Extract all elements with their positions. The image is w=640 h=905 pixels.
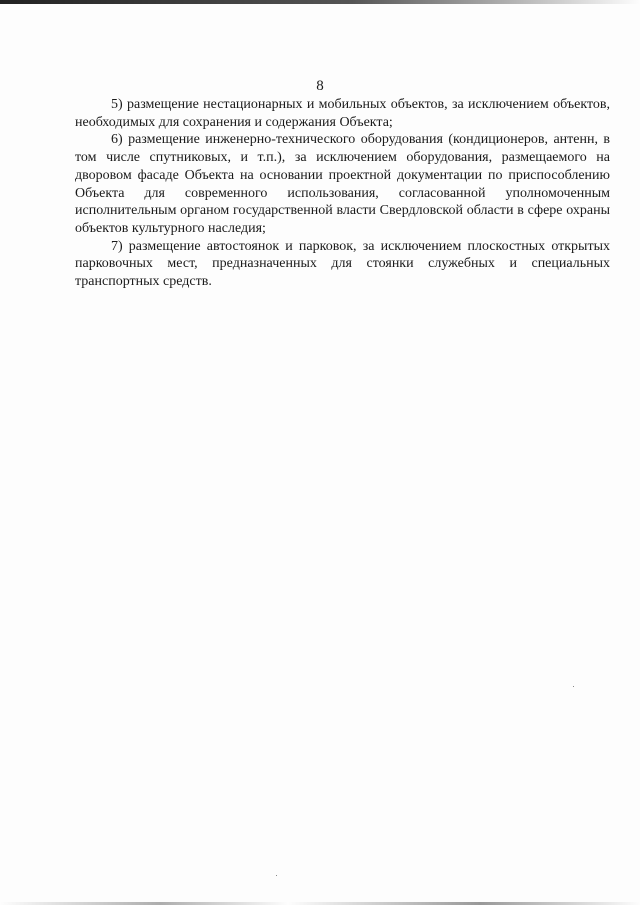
scan-speck: [276, 875, 277, 876]
document-body: [75, 96, 610, 291]
paragraph-item-5: 5) размещение нестационарных и мобильных объектов, за исключением объектов, необходимых для сохранения и содержания Объекта;: [75, 97, 610, 130]
page-number: 8: [316, 78, 324, 94]
scan-edge-top: [0, 0, 640, 4]
paragraph-item-7: 7) размещение автостоянок и парковок, за исключением плоскостных открытых парковочных мест, предназначенных для стоянки служебных и специальных транспортных средств.: [75, 238, 610, 290]
scan-speck: [573, 686, 574, 687]
paragraph-item-6: 6) размещение инженерно-технического оборудования (кондиционеров, антенн, в том числе спутниковых, и т.п.), за исключением оборудования, размещаемого на дворовом фасаде Объекта на основании проектной документации по приспособлению Объекта для современного использования, согласованной уполномоченным исполнительным органом государственной власти Свердловской области в сфере охраны объектов культурного наследия;: [75, 132, 610, 236]
